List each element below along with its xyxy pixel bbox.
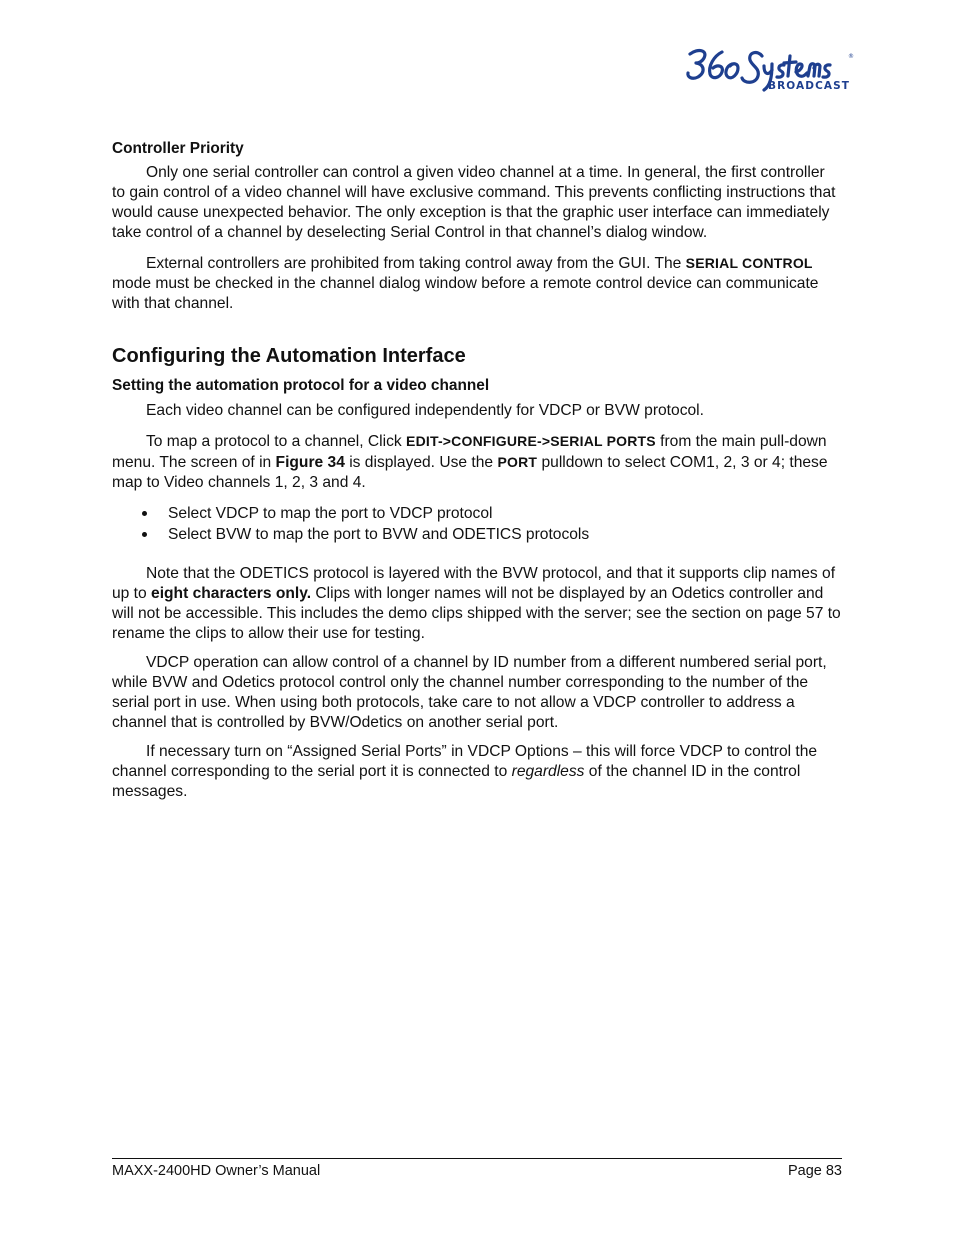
paragraph: Note that the ODETICS protocol is layered with the BVW protocol, and that it supports clip names of up to eight characters only. Clips with longer names will not be displayed by an Odetics controller and will not be accessible. This includes the demo clips shipped with the server; see the section on page 57 to rename the clips to allow their use for testing. [112,565,841,642]
footer-page-number: Page 83 [787,1163,842,1179]
list-item: Select VDCP to map the port to VDCP protocol [112,503,842,524]
paragraph: VDCP operation can allow control of a channel by ID number from a different numbered serial port, while BVW and Odetics protocol control only the channel number corresponding to the number of the serial port in use. When using both protocols, take care to not allow a VDCP controller to address a channel that is controlled by BVW/Odetics on another serial port. [112,654,827,731]
paragraph: Only one serial controller can control a given video channel at a time. In general, the first controller to gain control of a video channel will have exclusive command. This prevents conflicting instructions that would cause unexpected behavior. The only exception is that the graphic user interface can immediately take control of a channel by deselecting Serial Control in that channel’s dialog window. [112,164,836,241]
section-heading-controller-priority: Controller Priority [112,140,244,157]
paragraph: To map a protocol to a channel, Click EDIT->CONFIGURE->SERIAL PORTS from the main pull-down menu. The screen of in Figure 34 is displayed. Use the PORT pulldown to select COM1, 2, 3 or 4; these map to Video channels 1, 2, 3 and 4. [112,433,828,491]
logo-subtitle: BROADCAST [768,80,851,92]
svg-text:®: ® [848,53,854,60]
paragraph: Each video channel can be configured independently for VDCP or BVW protocol. [146,402,704,419]
footer-manual-title: MAXX-2400HD Owner’s Manual [112,1163,321,1179]
section-heading-automation: Configuring the Automation Interface [112,345,466,367]
page-body [112,139,842,802]
page-footer [112,1158,842,1181]
company-logo [684,44,860,94]
bullet-list [112,503,842,545]
subheading-automation-protocol: Setting the automation protocol for a video channel [112,377,490,394]
paragraph: If necessary turn on “Assigned Serial Ports” in VDCP Options – this will force VDCP to control the channel corresponding to the serial port it is connected to regardless of the channel ID in the control messages. [112,743,818,800]
list-item: Select BVW to map the port to BVW and ODETICS protocols [112,524,842,545]
paragraph: External controllers are prohibited from taking control away from the GUI. The SERIAL CONTROL mode must be checked in the channel dialog window before a remote control device can communicate with that channel. [112,255,819,312]
